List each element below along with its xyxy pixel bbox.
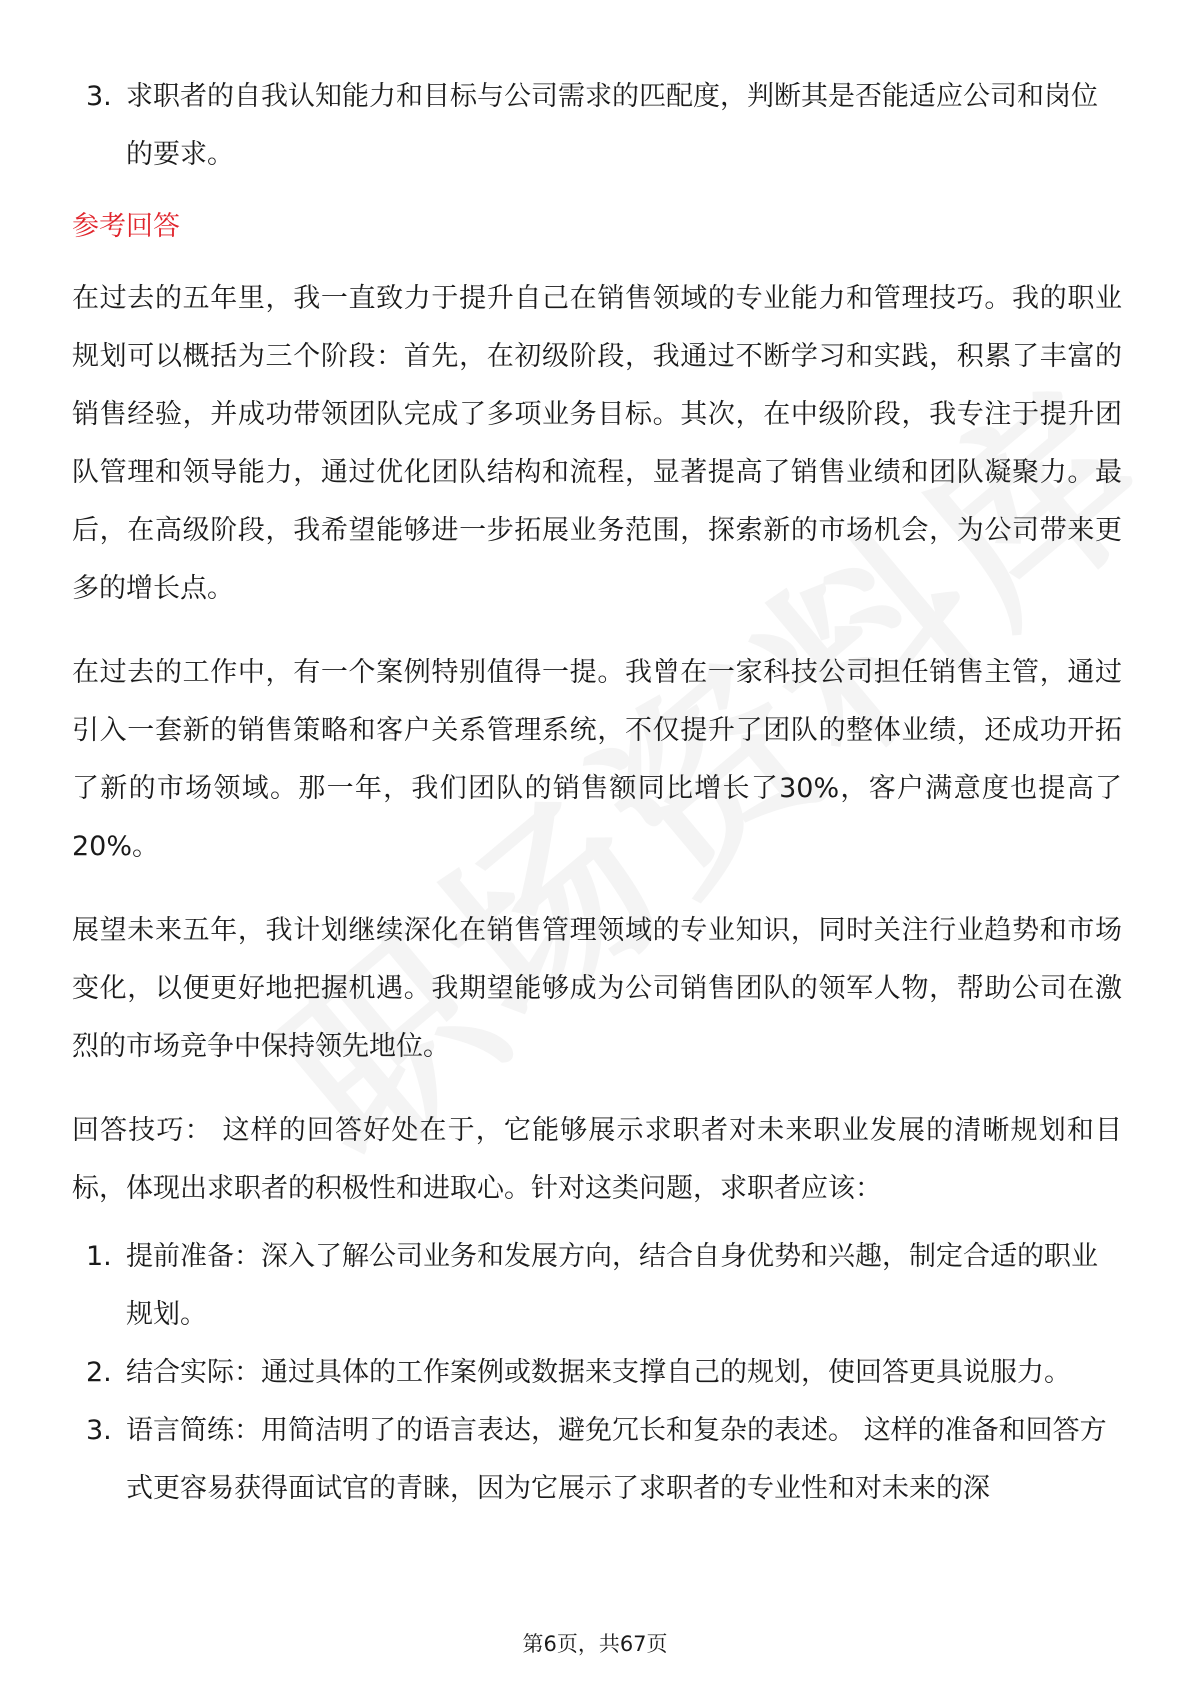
list-item — [72, 1228, 1122, 1344]
section-heading: 参考回答 — [72, 211, 180, 242]
list-number: 3. — [86, 1415, 112, 1446]
tips-list — [72, 1228, 1122, 1518]
list-number: 2. — [86, 1357, 112, 1388]
page-footer: 第6页，共67页 — [522, 1632, 668, 1656]
list-text: 语言简练：用简洁明了的语言表达，避免冗长和复杂的表述。 这样的准备和回答方式更容易获得面试官的青睐，因为它展示了求职者的专业性和对未来的深 — [126, 1415, 1107, 1504]
document-body — [72, 62, 1122, 1518]
list-item — [72, 1402, 1122, 1518]
answer-tips-intro: 回答技巧： 这样的回答好处在于，它能够展示求职者对未来职业发展的清晰规划和目标，体现出求职者的积极性和进取心。针对这类问题，求职者应该： — [72, 1115, 1122, 1204]
paragraph: 在过去的工作中，有一个案例特别值得一提。我曾在一家科技公司担任销售主管，通过引入一套新的销售策略和客户关系管理系统，不仅提升了团队的整体业绩，还成功开拓了新的市场领域。那一年，我们团队的销售额同比增长了30%，客户满意度也提高了20%。 — [72, 657, 1122, 862]
list-item — [72, 68, 1122, 184]
list-number: 1. — [86, 1241, 112, 1272]
list-item — [72, 1344, 1122, 1402]
paragraph: 展望未来五年，我计划继续深化在销售管理领域的专业知识，同时关注行业趋势和市场变化，以便更好地把握机遇。我期望能够成为公司销售团队的领军人物，帮助公司在激烈的市场竞争中保持领先地位。 — [72, 915, 1122, 1062]
list-text: 结合实际：通过具体的工作案例或数据来支撑自己的规划，使回答更具说服力。 — [126, 1357, 1071, 1388]
list-text: 求职者的自我认知能力和目标与公司需求的匹配度，判断其是否能适应公司和岗位的要求。 — [126, 81, 1098, 170]
list-number: 3. — [86, 81, 112, 112]
top-list — [72, 68, 1122, 184]
paragraph: 在过去的五年里，我一直致力于提升自己在销售领域的专业能力和管理技巧。我的职业规划可以概括为三个阶段：首先，在初级阶段，我通过不断学习和实践，积累了丰富的销售经验，并成功带领团队完成了多项业务目标。其次，在中级阶段，我专注于提升团队管理和领导能力，通过优化团队结构和流程，显著提高了销售业绩和团队凝聚力。最后，在高级阶段，我希望能够进一步拓展业务范围，探索新的市场机会，为公司带来更多的增长点。 — [72, 283, 1122, 604]
list-text: 提前准备：深入了解公司业务和发展方向，结合自身优势和兴趣，制定合适的职业规划。 — [126, 1241, 1098, 1330]
